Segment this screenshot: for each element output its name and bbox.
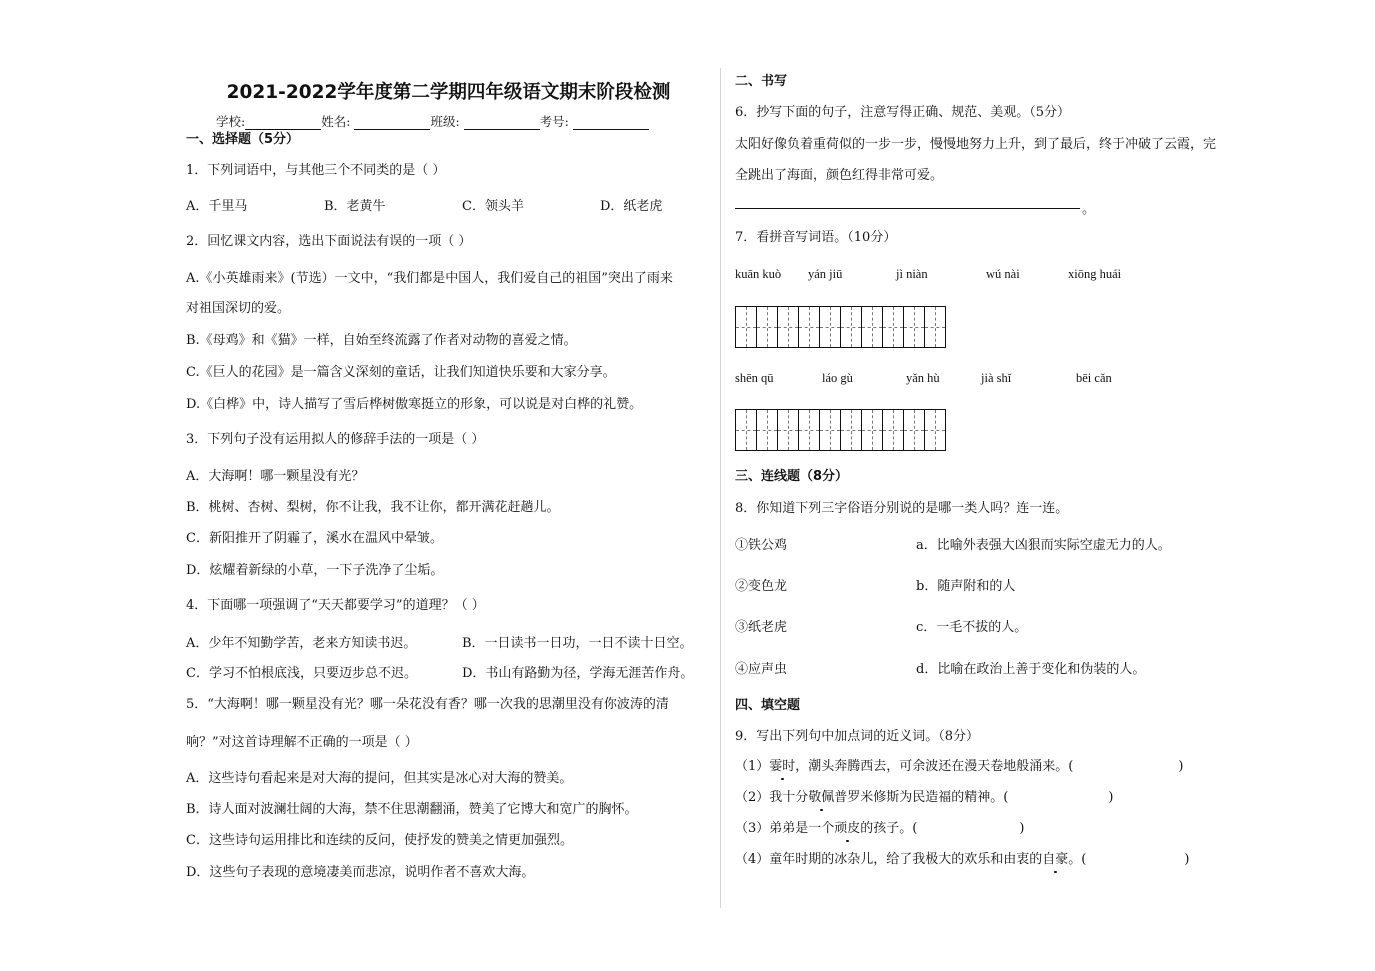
q8-right-item-c[interactable]: c．一毛不拔的人。: [916, 620, 1028, 635]
writing-box[interactable]: [861, 409, 904, 451]
pinyin-lao-gu: láo gù: [822, 371, 853, 385]
q9-item-3-dotted-word: 顽皮: [834, 821, 861, 836]
section-4-heading: 四、填空题: [735, 698, 801, 713]
class-label: 班级:: [430, 114, 460, 129]
name-blank[interactable]: [354, 115, 430, 130]
q8-left-item-2[interactable]: ②变色龙: [735, 579, 788, 594]
q9-item-1-post: ，潮头奔腾西去，可余波还在漫天卷地般涌来。(: [795, 759, 1074, 774]
q6-answer-end: 。: [1082, 202, 1096, 217]
q9-item-3-end: ): [1019, 821, 1025, 836]
q9-item-1: [735, 758, 1183, 776]
q9-item-1-pre: （1）: [735, 759, 770, 774]
q9-item-4-dotted-word: 自豪: [1042, 852, 1069, 867]
q9-item-2-end: ): [1108, 790, 1114, 805]
q1-option-b: B．老黄牛: [324, 199, 386, 214]
q6-text-line2: 全跳出了海面，颜色红得非常可爱。: [735, 168, 944, 183]
writing-box[interactable]: [903, 306, 946, 348]
exam-no-blank[interactable]: [573, 115, 649, 130]
writing-box[interactable]: [819, 409, 862, 451]
q9-item-3-pre: （3）弟弟是一个: [735, 821, 835, 836]
writing-box[interactable]: [735, 409, 778, 451]
q5-option-b: B．诗人面对波澜壮阔的大海，禁不住思潮翻涌，赞美了它博大和宽广的胸怀。: [186, 802, 638, 817]
q5-option-a: A．这些诗句看起来是对大海的提问，但其实是冰心对大海的赞美。: [186, 771, 573, 786]
column-divider: [720, 68, 721, 908]
pinyin-jia-shi: jià shǐ: [981, 371, 1012, 385]
q9-item-4-post: 。(: [1068, 852, 1087, 867]
q2-option-a-line1: A.《小英雄雨来》(节选）一文中，“我们都是中国人，我们爱自己的祖国”突出了雨来: [186, 271, 673, 286]
q1-option-a: A．千里马: [186, 199, 248, 214]
q3-stem: 3．下列句子没有运用拟人的修辞手法的一项是（ ）: [186, 432, 485, 447]
school-label: 学校:: [216, 114, 246, 129]
q2-option-a-line2: 对祖国深切的爱。: [186, 301, 291, 316]
student-info-line: [216, 112, 649, 130]
q4-option-b: B．一日读书一日功，一日不读十日空。: [462, 636, 693, 651]
q7-stem: 7．看拼音写词语。（10分）: [735, 230, 897, 245]
writing-box[interactable]: [777, 409, 820, 451]
section-3-heading: 三、连线题（8分）: [735, 469, 849, 484]
pinyin-yan-jiu: yán jiū: [808, 267, 843, 281]
q8-left-item-1[interactable]: ①铁公鸡: [735, 538, 788, 553]
pinyin-wu-nai: wú nài: [986, 267, 1020, 281]
writing-box[interactable]: [777, 306, 820, 348]
q9-item-4: [735, 851, 1189, 869]
name-label: 姓名:: [321, 114, 351, 129]
writing-box[interactable]: [735, 306, 778, 348]
q8-stem: 8．你知道下列三字俗语分别说的是哪一类人吗？连一连。: [735, 501, 1069, 516]
pinyin-ji-nian: jì niàn: [896, 267, 928, 281]
pinyin-bei-can: bēi cǎn: [1076, 371, 1112, 385]
q5-stem-line2: 响？”对这首诗理解不正确的一项是（ ）: [186, 735, 418, 750]
q3-option-a: A．大海啊！哪一颗星没有光？: [186, 469, 365, 484]
q9-item-2: [735, 789, 1113, 807]
q2-option-c: C.《巨人的花园》是一篇含义深刻的童话，让我们知道快乐要和大家分享。: [186, 365, 616, 380]
q9-item-3-post: 的孩子。(: [860, 821, 918, 836]
q5-option-d: D．这些句子表现的意境凄美而悲凉，说明作者不喜欢大海。: [186, 865, 535, 880]
q9-item-1-dotted-word: 霎时: [769, 759, 796, 774]
q7-grid-row-1: [735, 306, 945, 348]
q9-stem: 9．写出下列句中加点词的近义词。（8分）: [735, 729, 980, 744]
q3-option-c: C．新阳推开了阴霾了，溪水在温风中晕皱。: [186, 531, 443, 546]
q2-option-d: D.《白桦》中，诗人描写了雪后桦树傲寒挺立的形象，可以说是对白桦的礼赞。: [186, 397, 643, 412]
pinyin-xiong-huai: xiōng huái: [1068, 267, 1122, 281]
q8-left-item-4[interactable]: ④应声虫: [735, 662, 788, 677]
q1-option-c: C．领头羊: [462, 199, 524, 214]
q5-stem-line1: 5．“大海啊！哪一颗星没有光？哪一朵花没有香？哪一次我的思潮里没有你波涛的清: [186, 697, 669, 712]
pinyin-yan-hu: yǎn hù: [906, 371, 940, 385]
section-2-heading: 二、书写: [735, 74, 788, 89]
q6-answer-line[interactable]: [735, 208, 1080, 209]
q9-item-3: [735, 820, 1024, 838]
writing-box[interactable]: [819, 306, 862, 348]
q9-item-1-end: ): [1178, 759, 1184, 774]
exam-no-label: 考号:: [539, 114, 569, 129]
q9-item-2-pre: （2）我十分: [735, 790, 809, 805]
pinyin-kuan-kuo: kuān kuò: [735, 267, 782, 281]
q3-option-d: D．炫耀着新绿的小草，一下子洗净了尘垢。: [186, 563, 444, 578]
q3-option-b: B．桃树、杏树、梨树，你不让我，我不让你，都开满花赶趟儿。: [186, 500, 560, 515]
q1-option-d: D．纸老虎: [600, 199, 663, 214]
q5-option-c: C．这些诗句运用排比和连续的反问，使抒发的赞美之情更加强烈。: [186, 833, 573, 848]
school-blank[interactable]: [245, 115, 321, 130]
q4-option-d: D．书山有路勤为径，学海无涯苦作舟。: [462, 666, 694, 681]
q4-stem: 4．下面哪一项强调了“天天都要学习”的道理？（ ）: [186, 598, 485, 613]
q2-option-b: B.《母鸡》和《猫》一样，自始至终流露了作者对动物的喜爱之情。: [186, 333, 577, 348]
q6-text-line1: 太阳好像负着重荷似的一步一步，慢慢地努力上升，到了最后，终于冲破了云霞，完: [735, 137, 1217, 152]
q8-right-item-b[interactable]: b．随声附和的人: [916, 579, 1016, 594]
q9-item-4-pre: （4）童年时期的冰杂儿，给了我极大的欢乐和由衷的: [735, 852, 1043, 867]
q9-item-2-post: 普罗米修斯为民造福的精神。(: [834, 790, 1009, 805]
q8-left-item-3[interactable]: ③纸老虎: [735, 620, 788, 635]
q6-stem: 6．抄写下面的句子，注意写得正确、规范、美观。（5分）: [735, 105, 1071, 120]
q2-stem: 2．回忆课文内容，选出下面说法有误的一项（ ）: [186, 234, 472, 249]
q1-stem: 1．下列词语中，与其他三个不同类的是（ ）: [186, 163, 446, 178]
q7-grid-row-2: [735, 409, 945, 451]
writing-box[interactable]: [903, 409, 946, 451]
section-1-heading: 一、选择题（5分）: [186, 132, 300, 147]
q8-right-item-d[interactable]: d．比喻在政治上善于变化和伪装的人。: [916, 662, 1146, 677]
class-blank[interactable]: [464, 115, 540, 130]
q9-item-2-dotted-word: 敬佩: [808, 790, 835, 805]
q4-option-c: C．学习不怕根底浅，只要迈步总不迟。: [186, 666, 417, 681]
page-title: 2021-2022学年度第二学期四年级语文期末阶段检测: [226, 82, 671, 103]
pinyin-shen-qu: shēn qū: [735, 371, 774, 385]
q4-option-a: A．少年不知勤学苦，老来方知读书迟。: [186, 636, 417, 651]
writing-box[interactable]: [861, 306, 904, 348]
q9-item-4-end: ): [1184, 852, 1190, 867]
q8-right-item-a[interactable]: a．比喻外表强大凶狠而实际空虚无力的人。: [916, 538, 1171, 553]
